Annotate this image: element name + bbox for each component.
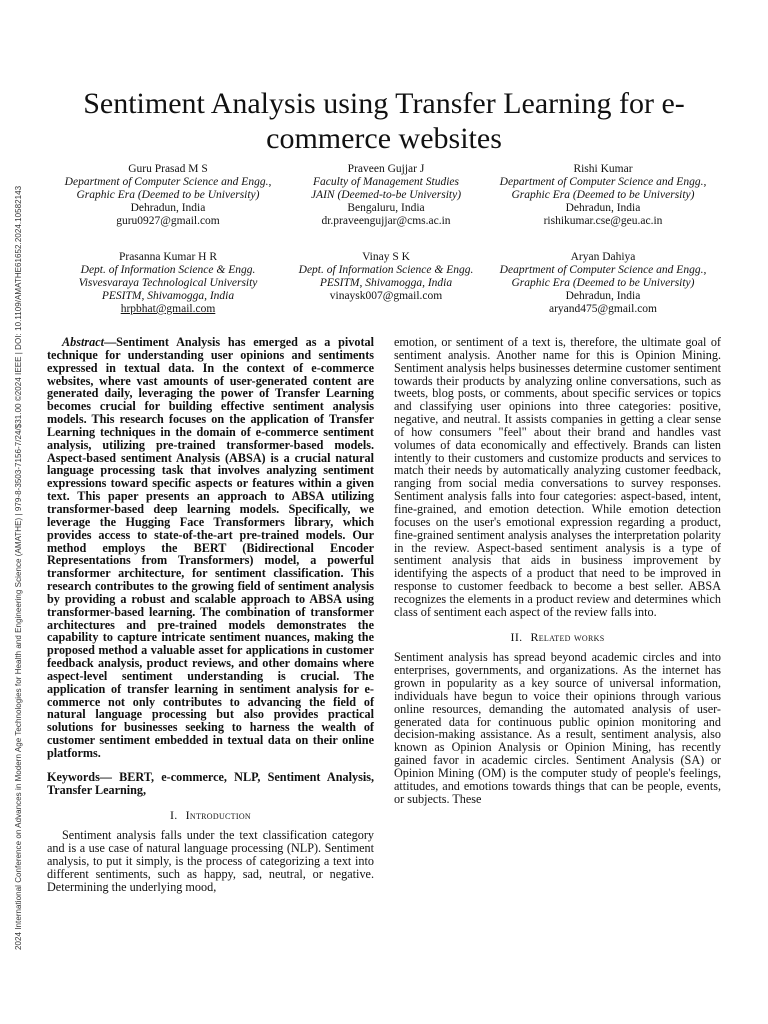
author-email: aryand475@gmail.com bbox=[549, 303, 657, 315]
author-block bbox=[276, 251, 496, 303]
author-affiliation: JAIN (Deemed-to-be University) bbox=[310, 189, 462, 201]
author-affiliation: Dept. of Information Science & Engg. bbox=[298, 264, 474, 276]
author-affiliation: Department of Computer Science and Engg., bbox=[499, 176, 707, 188]
section-title: Related works bbox=[530, 629, 605, 644]
author-name: Vinay S K bbox=[362, 251, 410, 263]
author-name: Praveen Gujjar J bbox=[347, 163, 425, 175]
section-heading-introduction bbox=[47, 809, 374, 822]
author-affiliation: Faculty of Management Studies bbox=[313, 176, 459, 188]
section-number: II. bbox=[510, 629, 523, 644]
author-block bbox=[276, 163, 496, 228]
author-name: Aryan Dahiya bbox=[570, 251, 636, 263]
author-affiliation: Graphic Era (Deemed to be University) bbox=[511, 277, 695, 289]
author-name: Guru Prasad M S bbox=[128, 163, 208, 175]
author-location: Dehradun, India bbox=[130, 202, 206, 214]
author-block bbox=[493, 163, 713, 228]
author-block bbox=[58, 251, 278, 316]
abstract-label: Abstract bbox=[62, 335, 104, 349]
author-block bbox=[493, 251, 713, 316]
author-affiliation: Department of Computer Science and Engg., bbox=[64, 176, 272, 188]
keywords: Keywords— BERT, e-commerce, NLP, Sentiment Analysis, Transfer Learning, bbox=[47, 769, 374, 797]
author-affiliation: Deaprtment of Computer Science and Engg., bbox=[499, 264, 707, 276]
abstract-text: —Sentiment Analysis has emerged as a pivotal technique for understanding user opinions and sentiments expressed in textual data. In the context of e-commerce websites, where vast amounts of user-generated content are generated daily, leveraging the power of Transfer Learning becomes crucial for building effective sentiment analysis models. This research focuses on the application of Transfer Learning techniques in the domain of e-commerce sentiment analysis, utilizing pre-trained transformer-based models. Aspect-based sentiment Analysis (ABSA) is a crucial natural language processing task that involves analyzing sentiment expressions toward specific aspects or features within a given text. This paper presents an approach to ABSA utilizing transformer-based deep learning models. Specifically, we leverage the Hugging Face Transformers library, which provides access to state-of-the-art pre-trained models. Our method employs the BERT (Bidirectional Encoder Representations from Transformers) model, a powerful transformer architecture, for sentiment classification. This research contributes to the growing field of sentiment analysis by providing a robust and scalable approach to ABSA using transformer-based learning. The combination of transformer architectures and pre-trained models demonstrates the capability to capture intricate sentiment nuances, making the proposed method a valuable asset for applications in customer feedback analysis, product reviews, and other domains where aspect-level sentiment understanding is crucial. The application of transfer learning in sentiment analysis for e-commerce not only contributes to advancing the field of natural language processing but also provides practical solutions for businesses seeking to harness the wealth of customer sentiment embedded in textual data on their online platforms. bbox=[47, 335, 374, 760]
author-email: rishikumar.cse@geu.ac.in bbox=[543, 215, 663, 227]
author-email: guru0927@gmail.com bbox=[116, 215, 220, 227]
author-email: hrpbhat@gmail.com bbox=[120, 303, 216, 315]
abstract bbox=[47, 336, 374, 760]
section-number: I. bbox=[170, 807, 178, 822]
side-margin bbox=[0, 0, 32, 1024]
author-name: Rishi Kumar bbox=[573, 163, 633, 175]
section-title: Introduction bbox=[185, 807, 251, 822]
author-affiliation: PESITM, Shivamogga, India bbox=[319, 277, 453, 289]
author-affiliation: Graphic Era (Deemed to be University) bbox=[76, 189, 260, 201]
author-affiliation: Visvesvaraya Technological University bbox=[78, 277, 258, 289]
author-affiliation: Dept. of Information Science & Engg. bbox=[80, 264, 256, 276]
author-location: PESITM, Shivamogga, India bbox=[101, 290, 235, 302]
left-column bbox=[47, 336, 374, 894]
author-name: Prasanna Kumar H R bbox=[118, 251, 218, 263]
author-location: Bengaluru, India bbox=[347, 202, 425, 214]
author-block bbox=[58, 163, 278, 228]
author-location: Dehradun, India bbox=[565, 202, 641, 214]
section-heading-related-works bbox=[394, 631, 721, 644]
intro-paragraph-continued: emotion, or sentiment of a text is, therefore, the ultimate goal of sentiment analysis. Another name for this is Opinion Mining. Sentiment analysis helps businesses determine customer sentiment towards their products by analyzing online conversations, such as tweets, blog posts, or comments, about specific services or topics and classifying user opinions into three categories: positive, negative, and neutral. It assists companies in getting a clear sense of how consumers "feel" about their brand and handles vast volumes of data economically and effectively. Brands can listen intently to their customers and customize products and services to match their needs by automatically analyzing customer feedback, ranging from social media conversations to survey responses. Sentiment analysis falls into four categories: aspect-based, intent, fine-grained, and emotion detection. While emotion detection focuses on the user's emotional expression regarding a product, fine-grained sentiment analysis analyses the interpretation polarity in the review. Aspect-based sentiment analysis is a type of sentiment analysis that aids in business improvement by identifying the aspects of a product that need to be improved in response to customer feedback to become a best seller. ABSA recognizes the elements in a product review and determines which class of sentiment each aspect of the review falls into. bbox=[394, 335, 721, 619]
paper-title: Sentiment Analysis using Transfer Learning for e-commerce websites bbox=[83, 87, 685, 156]
right-column bbox=[394, 336, 721, 806]
author-email: dr.praveengujjar@cms.ac.in bbox=[321, 215, 451, 227]
conference-citation: 2024 International Conference on Advances in Modern Age Technologies for Health and Engineering Science (AMATHE) | 979-8-3503-7156-7/24/$31.00 ©2024 IEEE | DOI: 10.1109/AMATHE61652.2024.10582143 bbox=[14, 185, 23, 950]
related-paragraph: Sentiment analysis has spread beyond academic circles and into enterprises, governments, and organizations. As the internet has grown in popularity as a key source of universal information, individuals have begun to voice their opinions through various online resources, demanding the automated analysis of user-generated data for continuous public opinion monitoring and decision-making assistance. As a result, sentiment analysis, also known as Opinion Analysis or Opinion Mining, has recently gained favor in academic circles. Sentiment Analysis (SA) or Opinion Mining (OM) is the computer study of people's feelings, attitudes, and emotions towards things that can be people, events, or subjects. These bbox=[394, 650, 721, 806]
intro-paragraph: Sentiment analysis falls under the text classification category and is a use case of natural language processing (NLP). Sentiment analysis, to put it simply, is the process of categorizing a text into different sentiments, such as happy, sad, neutral, or negative. Determining the underlying mood, bbox=[47, 828, 374, 894]
author-location: Dehradun, India bbox=[565, 290, 641, 302]
author-email: vinaysk007@gmail.com bbox=[329, 290, 443, 302]
author-affiliation: Graphic Era (Deemed to be University) bbox=[511, 189, 695, 201]
